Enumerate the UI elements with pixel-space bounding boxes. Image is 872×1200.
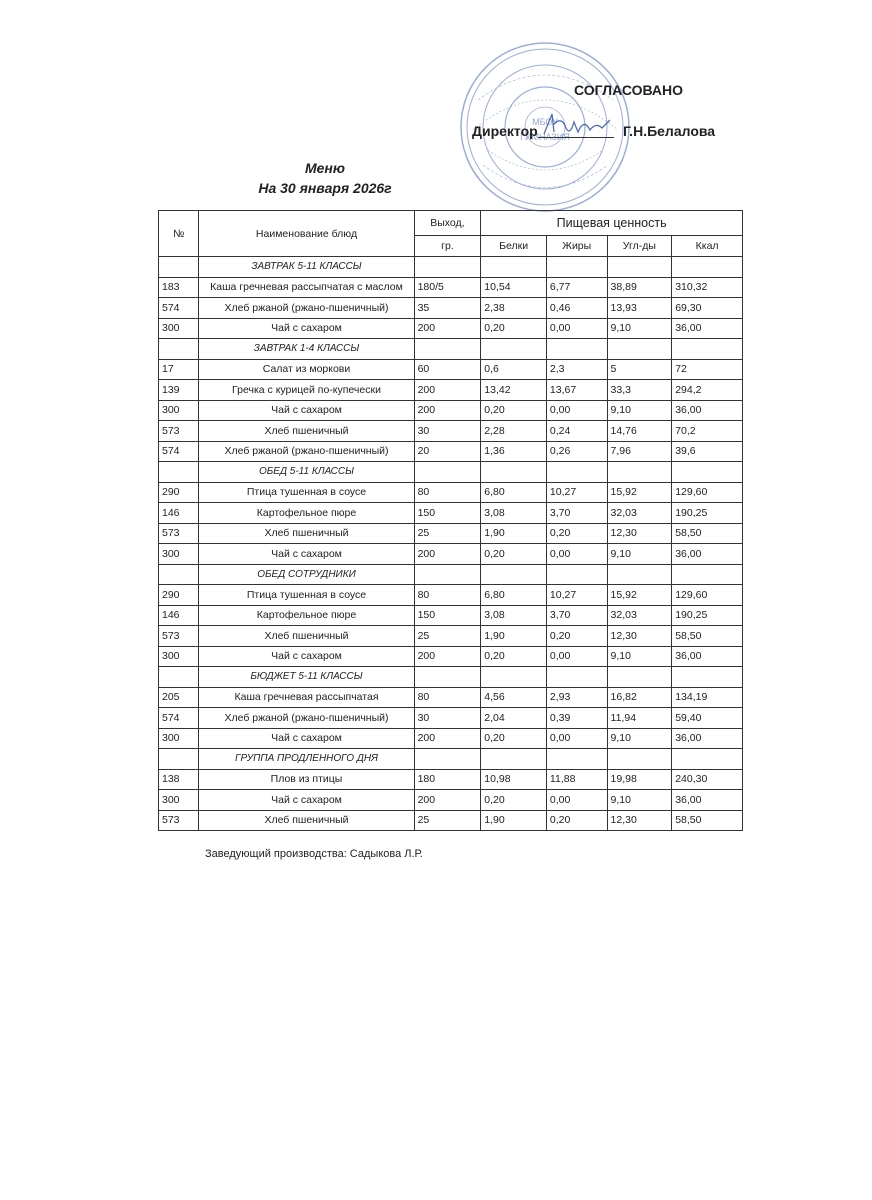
empty-cell (414, 339, 481, 360)
stamp-text-1: МБОУ (532, 117, 558, 127)
kcal-value: 36,00 (672, 790, 743, 811)
empty-cell (546, 462, 607, 483)
protein-value: 0,20 (481, 728, 547, 749)
dish-name: Птица тушенная в соусе (199, 482, 414, 503)
empty-cell (481, 339, 547, 360)
carbs-value: 9,10 (607, 400, 672, 421)
kcal-value: 58,50 (672, 810, 743, 831)
fat-value: 0,00 (546, 728, 607, 749)
footer-signature: Заведующий производства: Садыкова Л.Р. (205, 848, 423, 860)
carbs-value: 33,3 (607, 380, 672, 401)
dish-name: Птица тушенная в соусе (199, 585, 414, 606)
recipe-number: 300 (159, 728, 199, 749)
header-output: Выход, (414, 211, 481, 236)
kcal-value: 36,00 (672, 544, 743, 565)
signature-mark (540, 108, 620, 138)
protein-value: 2,04 (481, 708, 547, 729)
recipe-number: 183 (159, 277, 199, 298)
carbs-value: 32,03 (607, 605, 672, 626)
protein-value: 0,20 (481, 400, 547, 421)
portion-output: 60 (414, 359, 481, 380)
recipe-number: 573 (159, 421, 199, 442)
kcal-value: 36,00 (672, 400, 743, 421)
director-label: Директор (472, 123, 538, 139)
table-row (159, 298, 743, 319)
carbs-value: 13,93 (607, 298, 672, 319)
kcal-value: 129,60 (672, 585, 743, 606)
carbs-value: 38,89 (607, 277, 672, 298)
recipe-number: 300 (159, 318, 199, 339)
protein-value: 0,6 (481, 359, 547, 380)
fat-value: 0,00 (546, 544, 607, 565)
dish-name: Каша гречневая рассыпчатая (199, 687, 414, 708)
portion-output: 200 (414, 728, 481, 749)
carbs-value: 15,92 (607, 585, 672, 606)
empty-cell (546, 749, 607, 770)
recipe-number: 290 (159, 482, 199, 503)
section-row (159, 667, 743, 688)
fat-value: 0,00 (546, 400, 607, 421)
protein-value: 1,90 (481, 626, 547, 647)
empty-cell (414, 749, 481, 770)
empty-cell (159, 257, 199, 278)
carbs-value: 11,94 (607, 708, 672, 729)
recipe-number: 290 (159, 585, 199, 606)
fat-value: 3,70 (546, 605, 607, 626)
kcal-value: 72 (672, 359, 743, 380)
kcal-value: 58,50 (672, 626, 743, 647)
protein-value: 6,80 (481, 482, 547, 503)
portion-output: 25 (414, 626, 481, 647)
kcal-value: 240,30 (672, 769, 743, 790)
table-row (159, 585, 743, 606)
empty-cell (159, 462, 199, 483)
recipe-number: 574 (159, 298, 199, 319)
carbs-value: 12,30 (607, 523, 672, 544)
carbs-value: 32,03 (607, 503, 672, 524)
header-nutrition: Пищевая ценность (481, 211, 743, 236)
carbs-value: 15,92 (607, 482, 672, 503)
approval-heading: СОГЛАСОВАНО (574, 82, 683, 98)
carbs-value: 7,96 (607, 441, 672, 462)
kcal-value: 70,2 (672, 421, 743, 442)
fat-value: 0,24 (546, 421, 607, 442)
empty-cell (672, 257, 743, 278)
protein-value: 3,08 (481, 605, 547, 626)
dish-name: Картофельное пюре (199, 503, 414, 524)
kcal-value: 39,6 (672, 441, 743, 462)
empty-cell (672, 339, 743, 360)
portion-output: 200 (414, 380, 481, 401)
carbs-value: 14,76 (607, 421, 672, 442)
empty-cell (546, 667, 607, 688)
dish-name: Чай с сахаром (199, 400, 414, 421)
page-title: Меню (304, 160, 345, 176)
portion-output: 180/5 (414, 277, 481, 298)
recipe-number: 300 (159, 400, 199, 421)
recipe-number: 300 (159, 544, 199, 565)
empty-cell (607, 667, 672, 688)
empty-cell (672, 462, 743, 483)
kcal-value: 58,50 (672, 523, 743, 544)
section-row (159, 749, 743, 770)
table-row (159, 544, 743, 565)
menu-table-body (159, 257, 743, 831)
protein-value: 0,20 (481, 790, 547, 811)
section-title: ЗАВТРАК 1-4 КЛАССЫ (199, 339, 414, 360)
portion-output: 200 (414, 400, 481, 421)
fat-value: 0,39 (546, 708, 607, 729)
empty-cell (159, 564, 199, 585)
empty-cell (159, 749, 199, 770)
protein-value: 13,42 (481, 380, 547, 401)
protein-value: 0,20 (481, 646, 547, 667)
kcal-value: 36,00 (672, 318, 743, 339)
dish-name: Гречка с курицей по-купечески (199, 380, 414, 401)
section-row (159, 564, 743, 585)
protein-value: 2,38 (481, 298, 547, 319)
empty-cell (672, 749, 743, 770)
carbs-value: 16,82 (607, 687, 672, 708)
section-row (159, 462, 743, 483)
fat-value: 11,88 (546, 769, 607, 790)
portion-output: 30 (414, 708, 481, 729)
protein-value: 2,28 (481, 421, 547, 442)
table-row (159, 523, 743, 544)
header-protein: Белки (481, 236, 547, 257)
portion-output: 20 (414, 441, 481, 462)
dish-name: Чай с сахаром (199, 728, 414, 749)
empty-cell (159, 667, 199, 688)
recipe-number: 573 (159, 626, 199, 647)
header-output-unit: гр. (414, 236, 481, 257)
table-row (159, 769, 743, 790)
portion-output: 35 (414, 298, 481, 319)
protein-value: 4,56 (481, 687, 547, 708)
recipe-number: 138 (159, 769, 199, 790)
section-row (159, 339, 743, 360)
table-row (159, 277, 743, 298)
empty-cell (607, 257, 672, 278)
table-row (159, 810, 743, 831)
dish-name: Хлеб ржаной (ржано-пшеничный) (199, 298, 414, 319)
recipe-number: 146 (159, 605, 199, 626)
dish-name: Чай с сахаром (199, 790, 414, 811)
kcal-value: 190,25 (672, 503, 743, 524)
protein-value: 1,36 (481, 441, 547, 462)
carbs-value: 9,10 (607, 646, 672, 667)
recipe-number: 574 (159, 708, 199, 729)
table-row (159, 318, 743, 339)
table-row (159, 790, 743, 811)
dish-name: Плов из птицы (199, 769, 414, 790)
portion-output: 200 (414, 790, 481, 811)
protein-value: 6,80 (481, 585, 547, 606)
portion-output: 200 (414, 544, 481, 565)
table-row (159, 728, 743, 749)
section-title: ГРУППА ПРОДЛЕННОГО ДНЯ (199, 749, 414, 770)
stamp-text-2: ГИМНАЗИЯ (520, 132, 570, 142)
empty-cell (414, 462, 481, 483)
menu-date: На 30 января 2026г (258, 180, 392, 196)
portion-output: 150 (414, 605, 481, 626)
header-name: Наименование блюд (199, 211, 414, 257)
fat-value: 2,3 (546, 359, 607, 380)
dish-name: Каша гречневая рассыпчатая с маслом (199, 277, 414, 298)
recipe-number: 300 (159, 790, 199, 811)
dish-name: Чай с сахаром (199, 318, 414, 339)
table-row (159, 503, 743, 524)
carbs-value: 9,10 (607, 544, 672, 565)
kcal-value: 36,00 (672, 646, 743, 667)
fat-value: 0,20 (546, 523, 607, 544)
dish-name: Хлеб ржаной (ржано-пшеничный) (199, 708, 414, 729)
fat-value: 0,46 (546, 298, 607, 319)
portion-output: 80 (414, 482, 481, 503)
fat-value: 10,27 (546, 585, 607, 606)
table-header-row (159, 211, 743, 236)
header-fat: Жиры (546, 236, 607, 257)
dish-name: Картофельное пюре (199, 605, 414, 626)
protein-value: 1,90 (481, 523, 547, 544)
recipe-number: 574 (159, 441, 199, 462)
fat-value: 3,70 (546, 503, 607, 524)
header-kcal: Ккал (672, 236, 743, 257)
empty-cell (481, 462, 547, 483)
empty-cell (607, 339, 672, 360)
table-row (159, 400, 743, 421)
portion-output: 200 (414, 318, 481, 339)
carbs-value: 9,10 (607, 790, 672, 811)
table-row (159, 687, 743, 708)
fat-value: 0,00 (546, 790, 607, 811)
portion-output: 200 (414, 646, 481, 667)
header-carbs: Угл-ды (607, 236, 672, 257)
recipe-number: 139 (159, 380, 199, 401)
table-row (159, 482, 743, 503)
director-name: Г.Н.Белалова (623, 123, 716, 139)
portion-output: 180 (414, 769, 481, 790)
empty-cell (481, 564, 547, 585)
header-no: № (159, 211, 199, 257)
protein-value: 1,90 (481, 810, 547, 831)
dish-name: Чай с сахаром (199, 544, 414, 565)
fat-value: 0,20 (546, 626, 607, 647)
empty-cell (481, 749, 547, 770)
table-row (159, 605, 743, 626)
kcal-value: 36,00 (672, 728, 743, 749)
portion-output: 80 (414, 687, 481, 708)
recipe-number: 205 (159, 687, 199, 708)
empty-cell (607, 564, 672, 585)
table-row (159, 359, 743, 380)
fat-value: 2,93 (546, 687, 607, 708)
empty-cell (159, 339, 199, 360)
carbs-value: 12,30 (607, 626, 672, 647)
recipe-number: 573 (159, 523, 199, 544)
portion-output: 30 (414, 421, 481, 442)
portion-output: 25 (414, 523, 481, 544)
empty-cell (481, 667, 547, 688)
dish-name: Салат из моркови (199, 359, 414, 380)
table-row (159, 421, 743, 442)
dish-name: Хлеб пшеничный (199, 626, 414, 647)
carbs-value: 9,10 (607, 728, 672, 749)
table-row (159, 708, 743, 729)
empty-cell (481, 257, 547, 278)
empty-cell (607, 749, 672, 770)
recipe-number: 573 (159, 810, 199, 831)
empty-cell (546, 257, 607, 278)
fat-value: 6,77 (546, 277, 607, 298)
fat-value: 13,67 (546, 380, 607, 401)
portion-output: 80 (414, 585, 481, 606)
approval-block (0, 0, 872, 200)
menu-table (158, 210, 743, 831)
fat-value: 0,20 (546, 810, 607, 831)
carbs-value: 5 (607, 359, 672, 380)
dish-name: Хлеб пшеничный (199, 523, 414, 544)
fat-value: 0,00 (546, 646, 607, 667)
table-row (159, 626, 743, 647)
fat-value: 0,00 (546, 318, 607, 339)
recipe-number: 17 (159, 359, 199, 380)
table-row (159, 441, 743, 462)
section-title: ОБЕД СОТРУДНИКИ (199, 564, 414, 585)
empty-cell (607, 462, 672, 483)
protein-value: 3,08 (481, 503, 547, 524)
recipe-number: 146 (159, 503, 199, 524)
kcal-value: 69,30 (672, 298, 743, 319)
fat-value: 10,27 (546, 482, 607, 503)
empty-cell (414, 257, 481, 278)
section-row (159, 257, 743, 278)
empty-cell (414, 667, 481, 688)
protein-value: 0,20 (481, 544, 547, 565)
kcal-value: 134,19 (672, 687, 743, 708)
table-row (159, 646, 743, 667)
kcal-value: 310,32 (672, 277, 743, 298)
dish-name: Хлеб пшеничный (199, 810, 414, 831)
portion-output: 25 (414, 810, 481, 831)
protein-value: 0,20 (481, 318, 547, 339)
carbs-value: 12,30 (607, 810, 672, 831)
section-title: ЗАВТРАК 5-11 КЛАССЫ (199, 257, 414, 278)
dish-name: Хлеб ржаной (ржано-пшеничный) (199, 441, 414, 462)
recipe-number: 300 (159, 646, 199, 667)
fat-value: 0,26 (546, 441, 607, 462)
kcal-value: 129,60 (672, 482, 743, 503)
protein-value: 10,98 (481, 769, 547, 790)
carbs-value: 9,10 (607, 318, 672, 339)
empty-cell (414, 564, 481, 585)
table-row (159, 380, 743, 401)
section-title: БЮДЖЕТ 5-11 КЛАССЫ (199, 667, 414, 688)
portion-output: 150 (414, 503, 481, 524)
dish-name: Хлеб пшеничный (199, 421, 414, 442)
carbs-value: 19,98 (607, 769, 672, 790)
protein-value: 10,54 (481, 277, 547, 298)
section-title: ОБЕД 5-11 КЛАССЫ (199, 462, 414, 483)
dish-name: Чай с сахаром (199, 646, 414, 667)
empty-cell (672, 667, 743, 688)
empty-cell (672, 564, 743, 585)
kcal-value: 294,2 (672, 380, 743, 401)
kcal-value: 190,25 (672, 605, 743, 626)
kcal-value: 59,40 (672, 708, 743, 729)
empty-cell (546, 564, 607, 585)
empty-cell (546, 339, 607, 360)
